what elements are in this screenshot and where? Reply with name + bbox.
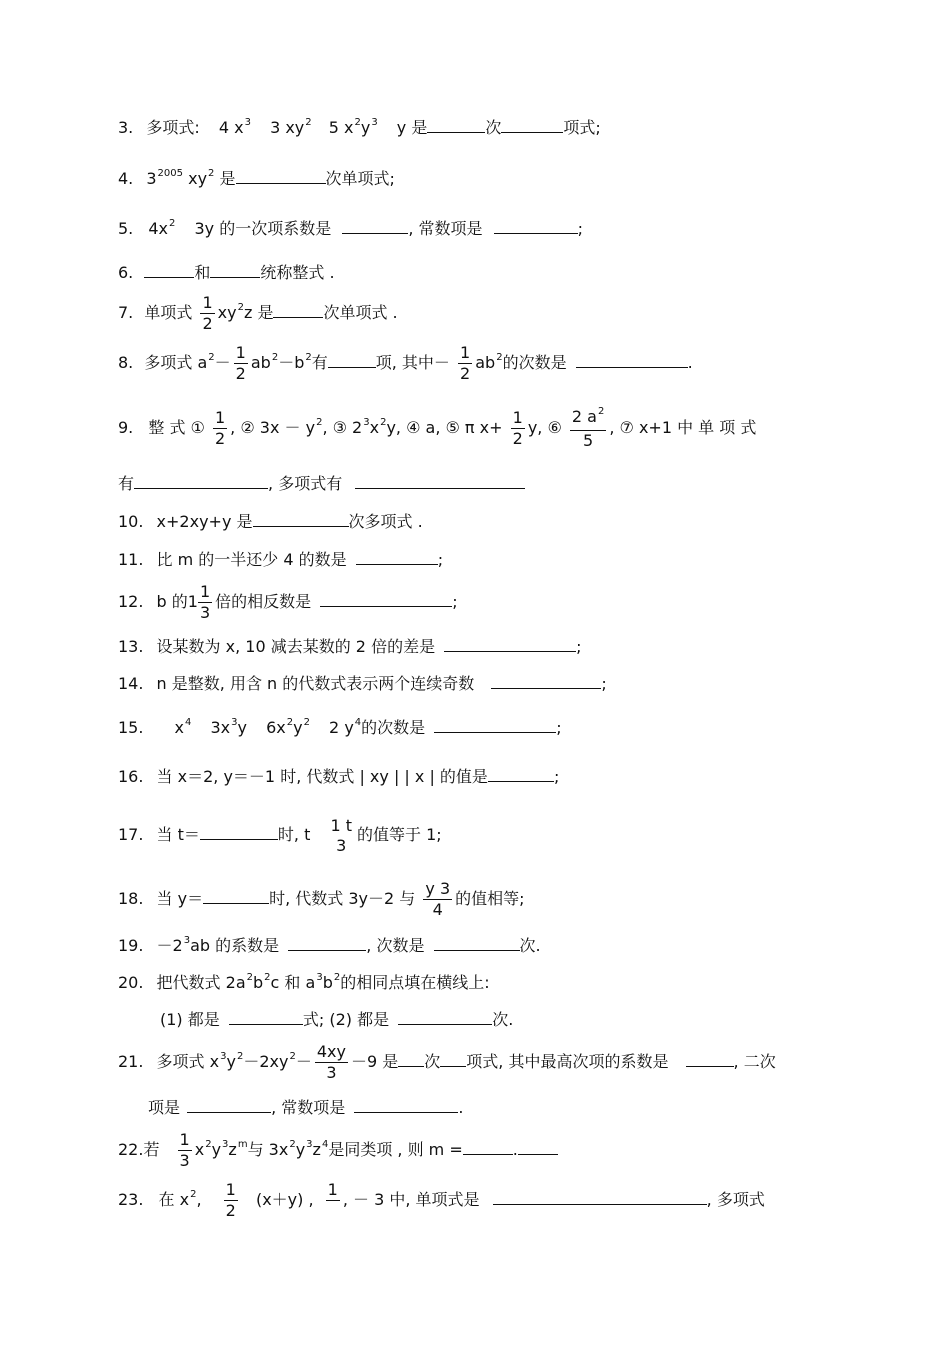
question-21 (118, 1040, 840, 1087)
fraction (326, 1180, 340, 1221)
text: . (512, 1140, 518, 1159)
exponent: 2005 (157, 168, 183, 179)
answer-blank[interactable] (491, 673, 601, 689)
fraction (213, 408, 227, 449)
exponent: 2 (316, 417, 323, 428)
text: 的值相等; (455, 889, 525, 908)
numerator: 1 (202, 293, 213, 312)
exponent: 3 (316, 972, 323, 983)
text: 时, 代数式 3y－2 与 (269, 889, 416, 908)
numerator: 1 (460, 343, 471, 362)
question-number: 12. (118, 592, 144, 611)
answer-blank[interactable] (203, 888, 269, 904)
fraction (200, 293, 214, 334)
text: 是 (219, 169, 236, 188)
exponent: 2 (205, 1139, 212, 1150)
text: y (293, 718, 303, 737)
text: z (312, 1140, 321, 1159)
text: b (253, 973, 264, 992)
text: 当 x＝2, y＝－1 时, 代数式 | xy | | x | 的值是 (156, 767, 488, 786)
text: x+2xy+y 是 (156, 512, 253, 531)
exponent: 3 (306, 1139, 313, 1150)
exponent: 2 (289, 1051, 296, 1062)
question-20-parts (160, 1009, 840, 1030)
text: , 二次 (733, 1052, 776, 1071)
answer-blank[interactable] (229, 1009, 303, 1025)
text: , 多项式有 (268, 474, 343, 493)
text: 4 x (218, 118, 244, 137)
exponent: 3 (363, 417, 370, 428)
exponent: 2 (286, 717, 294, 728)
text: ab (250, 353, 271, 372)
exponent: 4 (185, 717, 192, 728)
text: , (196, 1190, 202, 1209)
question-16 (118, 766, 840, 787)
answer-blank[interactable] (434, 717, 556, 733)
answer-blank[interactable] (356, 549, 438, 565)
text: 2 a (571, 406, 597, 426)
exponent: 2 (333, 972, 341, 983)
question-number: 23. (118, 1190, 144, 1209)
text: . (458, 1098, 464, 1117)
question-number: 17. (118, 825, 144, 844)
exponent: 2 (496, 352, 503, 363)
exponent: 3 (220, 1051, 227, 1062)
text: 把代数式 2a (156, 973, 246, 992)
numerator: 1 (235, 343, 246, 362)
question-8 (118, 342, 840, 387)
text: 在 x (158, 1190, 190, 1209)
text: － (214, 353, 231, 372)
answer-blank[interactable] (144, 262, 194, 278)
exponent: 2 (208, 352, 215, 363)
exponent: 3 (371, 117, 378, 128)
text: , 常数项是 (271, 1098, 346, 1117)
text: ab (475, 353, 496, 372)
exponent: 4 (321, 1139, 329, 1150)
numerator: 1 (512, 408, 523, 427)
text: 的次数是 (502, 353, 567, 372)
text: ; (577, 219, 583, 238)
text: 多项式 a (144, 353, 208, 372)
question-21-continued (148, 1097, 840, 1118)
text: 5 x (328, 118, 354, 137)
exponent: 2 (236, 1051, 244, 1062)
question-22 (118, 1128, 840, 1175)
text: ; (576, 637, 582, 656)
answer-blank[interactable] (134, 473, 268, 489)
text: y (237, 718, 247, 737)
answer-blank[interactable] (398, 1051, 424, 1067)
text: , ③ 2 (322, 418, 363, 437)
text: y (360, 118, 371, 137)
answer-blank[interactable] (210, 262, 260, 278)
denominator: 3 (326, 1063, 337, 1082)
text: 多项式: (146, 118, 200, 137)
question-number: 3. (118, 118, 134, 137)
question-number: 13. (118, 637, 144, 656)
text: b (322, 973, 333, 992)
exponent: 2 (305, 117, 312, 128)
denominator: 3 (336, 835, 347, 855)
text: 的值等于 1; (357, 825, 442, 844)
question-number: 9. (118, 418, 134, 437)
text: 4x (148, 219, 169, 238)
text: －b (278, 353, 305, 372)
question-number: 16. (118, 767, 144, 786)
text: 次单项式 . (323, 303, 398, 322)
text: 次 (424, 1052, 441, 1071)
question-number: 20. (118, 973, 144, 992)
question-number: 4. (118, 169, 134, 188)
question-18 (118, 876, 840, 922)
question-10 (118, 511, 840, 532)
question-13 (118, 636, 840, 657)
answer-blank[interactable] (518, 1139, 558, 1155)
text: ab 的系数是 (190, 936, 280, 955)
question-15 (118, 717, 840, 741)
question-number: 22.若 (118, 1140, 160, 1159)
text: , － 3 中, 单项式是 (342, 1190, 480, 1209)
question-12 (118, 580, 840, 624)
question-number: 14. (118, 674, 144, 693)
text: 项式; (563, 118, 601, 137)
text: 项式, 其中最高次项的系数是 (466, 1052, 669, 1071)
question-number: 15. (118, 718, 144, 737)
numerator: y 3 (425, 879, 451, 898)
text: y (295, 1140, 306, 1159)
answer-blank[interactable] (253, 511, 349, 527)
exponent: 2 (354, 117, 361, 128)
question-number: 19. (118, 936, 144, 955)
text: z 是 (243, 303, 274, 322)
text: y (226, 1052, 236, 1071)
text: xy (188, 169, 208, 188)
text: (x＋y) , (255, 1190, 314, 1209)
text: b 的1 (156, 592, 198, 611)
text: 2 y (329, 718, 354, 737)
text: 3 xy (270, 118, 305, 137)
question-17 (118, 812, 840, 858)
fraction (178, 1130, 192, 1171)
text: , ② 3x － y (230, 418, 316, 437)
answer-blank[interactable] (488, 766, 554, 782)
answer-blank[interactable] (576, 352, 688, 368)
text: x (174, 718, 185, 737)
exponent: 3 (231, 717, 238, 728)
numerator: 1 (225, 1180, 236, 1199)
denominator: 2 (460, 364, 471, 383)
text: , 次数是 (366, 936, 425, 955)
numerator: 1 (327, 1180, 338, 1199)
denominator: 2 (512, 429, 523, 448)
denominator: 2 (235, 364, 246, 383)
answer-blank[interactable] (236, 168, 326, 184)
text: 是同类项 , 则 m = (328, 1140, 463, 1159)
answer-blank[interactable] (398, 1009, 492, 1025)
text: 时, t (277, 825, 311, 844)
exponent: 2 (303, 717, 310, 728)
text: 3x (210, 718, 231, 737)
question-11 (118, 549, 840, 570)
answer-blank[interactable] (342, 218, 408, 234)
answer-blank[interactable] (440, 1051, 466, 1067)
exponent: 2 (380, 417, 387, 428)
question-number: 5. (118, 219, 134, 238)
answer-blank[interactable] (434, 935, 520, 951)
text: 有 (311, 353, 328, 372)
question-number: 7. (118, 303, 134, 322)
text: 多项式 x (156, 1052, 220, 1071)
exponent: 2 (246, 972, 253, 983)
text: z (228, 1140, 237, 1159)
text: 和 (194, 263, 211, 282)
text: y (211, 1140, 222, 1159)
question-20 (118, 973, 840, 996)
question-23 (118, 1178, 840, 1225)
text: 3y 的一次项系数是 (194, 219, 332, 238)
text: y 是 (396, 118, 428, 137)
answer-blank[interactable] (273, 302, 323, 318)
text: n 是整数, 用含 n 的代数式表示两个连续奇数 (156, 674, 475, 693)
exponent: 2 (208, 168, 215, 179)
text: 单项式 (144, 303, 193, 322)
answer-blank[interactable] (427, 117, 485, 133)
exponent: m (237, 1139, 248, 1150)
text: ; (437, 550, 444, 569)
text: 有 (118, 474, 135, 493)
question-6 (118, 262, 840, 283)
answer-blank[interactable] (328, 352, 376, 368)
text: 的次数是 (361, 718, 426, 737)
exponent: 2 (271, 352, 279, 363)
question-14 (118, 673, 840, 694)
denominator: 4 (432, 900, 443, 919)
answer-blank[interactable] (501, 117, 563, 133)
numerator (570, 407, 606, 431)
denominator: 3 (199, 603, 211, 622)
exponent: 3 (244, 117, 251, 128)
numerator: 1 (214, 408, 226, 427)
denominator: 2 (202, 314, 213, 333)
fraction (511, 408, 525, 449)
question-19 (118, 935, 840, 959)
text: . (687, 353, 693, 372)
denominator: 3 (179, 1151, 190, 1170)
text: ; (452, 592, 458, 611)
exponent: 2 (597, 405, 605, 417)
question-number: 21. (118, 1052, 144, 1071)
text: 项, 其中－ (375, 353, 450, 372)
text: x (369, 418, 380, 437)
text: 6x (266, 718, 286, 737)
text: 当 t＝ (156, 825, 200, 844)
text: －2 (156, 936, 183, 955)
answer-blank[interactable] (288, 935, 366, 951)
fraction (198, 582, 212, 623)
fraction (315, 1042, 348, 1083)
text: －9 是 (350, 1052, 399, 1071)
text: 式; (2) 都是 (302, 1010, 390, 1029)
text: 设某数为 x, 10 减去某数的 2 倍的差是 (156, 637, 436, 656)
answer-blank[interactable] (200, 824, 278, 840)
fraction (328, 816, 354, 856)
question-number: 10. (118, 512, 144, 531)
exponent: 3 (222, 1139, 229, 1150)
answer-blank[interactable] (494, 218, 578, 234)
question-3 (118, 117, 840, 141)
question-number: 11. (118, 550, 144, 569)
text: 的相同点填在横线上: (340, 973, 490, 992)
answer-blank[interactable] (493, 1189, 707, 1205)
text: xy (217, 303, 237, 322)
text: 统称整式 . (260, 263, 335, 282)
exponent: 2 (289, 1139, 296, 1150)
text: (1) 都是 (160, 1010, 220, 1029)
text: y, ⑥ (527, 418, 562, 437)
text: , 常数项是 (408, 219, 483, 238)
denominator: 5 (583, 430, 594, 450)
fraction (423, 879, 452, 920)
exponent: 2 (169, 218, 176, 229)
question-5 (118, 218, 840, 242)
numerator: 1 (179, 1130, 190, 1149)
question-number: 8. (118, 353, 134, 372)
text: 整 式 ① (148, 418, 205, 437)
text: , 多项式 (706, 1190, 765, 1209)
denominator: 2 (214, 429, 226, 448)
text: 与 3x (247, 1140, 289, 1159)
answer-blank[interactable] (187, 1097, 271, 1113)
answer-blank[interactable] (444, 636, 576, 652)
text: 次. (492, 1010, 514, 1029)
text: 项是 (148, 1098, 181, 1117)
exponent: 2 (190, 1189, 197, 1200)
text: , ⑦ x+1 中 单 项 式 (609, 418, 757, 437)
exponent: 2 (305, 352, 312, 363)
answer-blank[interactable] (355, 473, 525, 489)
fraction (458, 343, 472, 384)
text: 次. (519, 936, 541, 955)
text: c 和 a (270, 973, 316, 992)
answer-blank[interactable] (354, 1097, 458, 1113)
text: 次多项式 . (348, 512, 423, 531)
text: 次单项式; (325, 169, 395, 188)
fraction (570, 407, 606, 451)
text: 倍的相反数是 (215, 592, 312, 611)
exponent: 4 (354, 717, 362, 728)
text: y, ④ a, ⑤ π x+ (386, 418, 503, 437)
fraction (234, 343, 248, 384)
answer-blank[interactable] (463, 1139, 513, 1155)
text: 次 (485, 118, 502, 137)
exponent: 2 (237, 302, 244, 313)
text: ; (601, 674, 607, 693)
question-4 (118, 168, 840, 192)
question-7 (118, 292, 840, 337)
answer-blank[interactable] (686, 1051, 734, 1067)
text: － (295, 1052, 312, 1071)
question-number: 6. (118, 263, 134, 282)
text: 3 (146, 169, 157, 188)
text: ; (553, 767, 560, 786)
fraction (224, 1180, 238, 1221)
text: x (194, 1140, 205, 1159)
denominator: 2 (225, 1201, 236, 1220)
text: －2xy (243, 1052, 289, 1071)
numerator: 4xy (316, 1042, 346, 1061)
numerator: 1 t (330, 815, 353, 835)
text: 比 m 的一半还少 4 的数是 (156, 550, 347, 569)
question-number: 18. (118, 889, 144, 908)
exponent: 3 (183, 935, 191, 946)
answer-blank[interactable] (320, 591, 452, 607)
question-9 (118, 406, 840, 453)
text: 当 y＝ (156, 889, 204, 908)
text: ; (556, 718, 562, 737)
exponent: 2 (264, 972, 271, 983)
question-9-continued (118, 473, 840, 494)
numerator: 1 (199, 582, 211, 601)
